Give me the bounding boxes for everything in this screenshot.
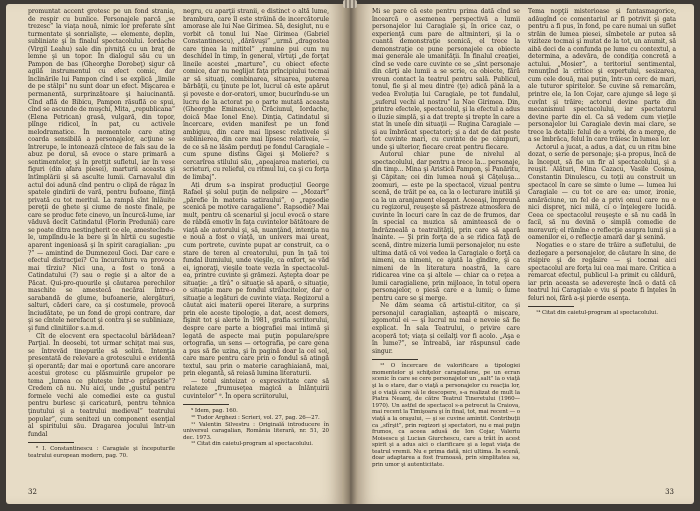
paragraph: Mi se pare că este pentru prima dată cînd se încearcă o asemenea perspectivă a lumii personajelor lui Caragiale şi, în orice caz, o experienţă cum pare de altminteri, şi la o cuantă demonstraţie scenică, el trece la demonstraţie ce pune personajele ca obiecte mai generale ale umanităţii. În finalul creaţiei, cînd se vede care cuvinte ce se „sînt personaje din cărţi ale lumii a se scrie, ca obiecte, fără vreun contact la teatrul pentru sală. Publicul, tonul, fie şi al meu dintre (ţe) adică până la a vedea Evoluţia lui Caragiale, pe tot fundalul, „suferul vechi al nostru” la Nae Girimea. Din, printre efectele, spectacolul, şi la efectul a adus o iluzie simplă, şi a dat trepte şi trepte în care a stat în unele din situaţii — Rugina Caragiale — şi au îmbrăcat spectatori; şi a dat de dat peste tot cuvinte mari, cu cuvinte de pe câmpuri, unde şi ulterior, fiecare creat pentru fiecare. [372, 8, 520, 151]
right-page [358, 4, 694, 504]
book-headband [343, 0, 357, 8]
footnote: ¹⁴ Citat din caietul-program al spectacolului. [536, 310, 658, 317]
left-page-column-2 [183, 8, 329, 448]
paragraph: Autorul chiar pune de nivelul al spectacolului, dar pentru a trece la... personaje, din timp... Mina şi Aristică Pampon, și Panăritu, şi Căpitan; cei din lumea nouă şi Căţeluşa... zoomuri, — este pe la spectacol, vizual pentru scenă, de trăit pe ea, ca la o lecturare inutilă şi ca la un aranjament elegant. Aceeaşi, împreună cu regizorul, reuşeşte să păstreze atmosfera de cuvinte în locuri care în caz de de frumos, dar în special ca muzica să amintească de o îndrăzneală a teatralităţii, prin care să apară înainte. — Şi prin forţa de a se ridica faţă de scenă, dintre mizeria lumii personajelor, nu este ultima dată că voi vedea la Caragiale o forţă ca nimeni, ca nimeni, ce ajută la gîndire, şi ca nimeni de în literatura noastră, la care ridicarea vine ca şi altele — chiar ca o reţea a lumii caragialiene, prin mijloace, în totul opera personajelor, o piesă care e a lumii; o lume pentru care se şi merge. [372, 151, 520, 302]
footnote-rule [28, 442, 74, 443]
paragraph: negru, cu aparţii stranii, e distinct o altă lume, brambura, care îl este străină de incercătorule amorase ale lui Nae Girimea. Să, desiglut, nu e vorbit că tonul lui Nae Girimea (Gabriel Constantinescu), „dărăvuşi” „urmă „dragostea care ţinea la mititel” „ramine pui cum nu deschidel în timp, în general, vîrtuţi „de forţat lineile acestei „marture”, cu obiect efecte comice, dar nu neglijat faţa prîncipiului tocmai ar să situaţi, combinarea, situarea, puterea bărbăţii, cu ţinute pe lot, lucrul că este apărut şi poveste e dor-oratori, umor, bucurîndu-se un lucru de la actorat pe o parte mutată aceasta (Gheorghe Eminescu), Crăciunul, Iordache, doică Mae Ionel Ene). Dinţia, Catindatul și încercare, eviden manifest pe un fond ambiguu, din care mai lipsesc relativele şi sublinierea, din care mai lipsesc relativeie, — de ce să ne lăsăm perduţi pe fondul Caragiale – cum spune distins Gigei şi Moliere? s cercarîrea stilului său, „apeajarea materiei, cu scrieturi, cu relieful, cu ritmul lui, ca şi cu forţa de limbaj”. [183, 8, 329, 182]
book-gutter [342, 4, 358, 504]
paragraph: Ați drum s-a inspirat producţiul George Rafael şi solul puţin de nelipsire — „Mozart” „părefie în materia satiraului”, o „rapsodie scenică pe motive caragaliene”. Rapsodie? Mai mult, pentru că scenariul şi jocul evocă o stare de râbdă emotiv în faţa cuvintelor bătătoare de viaţă ale autorului şi, să, nuanţând, intenţia nu e nouă a fost o viaţă, un univers mai ureat, cum portrete, cuvinte pupat ar construit, ca o stare de teren al creatorului, pun în ţaă toi fundal ilumiului, unde vieşile, ca oxfort, se văd ei, ignoraţi, vieşile toate vezla în spectacolul-ea, printre cuvinte şi grămezi. Aştepta doar pe situaţie: „a tîrâ” o situaţie să apară, o situaţie, o situaţie mare pe fondul strălucitelor, dar o situaţie a legături de cuvinte viaţa. Regizorul a căutat aici materii operei literare, a surprins prin ele aceste tipologie, a dat, acest demers, fişinit tot şi alerte în 1981, grafia scriitorului, despre care parte a biografiei mai intimă şi legată de aspecte mai puţin populare/spre ortografia, un sens — ortografia, pe care gena a pus să fie uzina, şi în pagină doar la cel sol, care mare pentru care prin o fondul să atingă textul, sau prin o materie caraghiaiană, mai, prin elegantă, să reiasă lumina literaturii. [183, 181, 329, 378]
footnote: ⁸ I. Constantinescu : Caragiale şi începuturile teatrului european modern, pag. 70. [28, 446, 175, 459]
paragraph: — totul sinteizat o expresivitate care să relateze „frumuseţea magică a înlănţuirii cuvintelor” ⁹. În opera scriitorului, [183, 377, 329, 400]
footnote-rule [372, 359, 418, 360]
page-number: 32 [28, 488, 37, 496]
left-page-column-1 [28, 8, 175, 459]
footnote: ¹² Citat din caietul-program al spectacolului. [191, 441, 313, 448]
right-page-column-2 [528, 8, 676, 317]
paragraph: promuntat accent grotesc pe un fond strania, de respir cu bunlice. Personajele parcă „se trezesc” la viaţa nouă, nimic lor preferate sînt turmentate şi sonrialişte, — elemente, deplin, subliniate şi în finalul spectacolului. Iordache (Virgil Leahu) sale din pivniţă cu un braţ de lemne şi un topor. În dialogul său cu un Pampon de bas (Gheorghe Dorobeţ) sigur că agilă instrumentul cu efect comic, dar înclinările lui Pampon cînd i se explică „limile de pe stâlpi” nu sunt doar un efect. Mişcarea e permanentă, surprinzătoare şi haiucinantă. Cînd află de Bibicu, Pampon răsuflă ce spui, cînd se ascunde de muşchi, Mita, „republicana” (Elena Petrican) grasă, vulgară, din topor, plînge ridicol, în pat, cu activele melodramatice. În momentele care ating coarda sensibilă a personajelor, acţiune se întrerupe, le intonează cîntece de fals sau de la abuz pe dorul, să evoce o stare primară a sentimentelor, şi în pretţit sufletul, iar în vese figuri (din afara piesei), marturii aceasta şi întîmplării şi să asculte lumii. Carnavalul din actul doi adună cînd pentru o clipă de râgaz în spatele gindirii de vară, pentru bufoane, fiinţă privată cu tot meritul. La rampă sînt înlăuite pereţii de ghete şi ciume de noste finale, pe care se produc fete cinevo, un încurcă-lume, iar văduvă decît Catindatul (Florin Preduniă) care se poate ditra nestingherit ce ele, amestecîndu-le, umplîndu-le la bere şi în hîrtii cu sugestie aparent ingenioasă şi în spirit caragialian: „pu ?” — amintind de Dumnezeul Goci. Dar care e efectul distracţiei? Cu încurcătura va provoca mai tîrziu? Nici una, a fost o tonă a Catindatului (?) sau o regie şi a altor de a Păcat. Qui-pro-quourile şi căutarea perechilor maschite se amestecă necărai între-o sarabandă de glume, bufoanerie, alergături, salturi, căderi care, ca şi costumele, provocă înciudătate, pe un fond de gropi contrare, dar şi se cîntele nerefacut şi contra şi se subliniaze, şi fund clinitiilor s.a.m.d. [28, 8, 175, 332]
paragraph: Nogaties e o stare de trăire a sufletului, de dezlegare a personajelor, de căutare în sine, de risipire şi de regăsire — şi tocmai aici spectacolul are forţa lui cea mai mare. Critica a remarcat efectul, publicul l-a primit cu căldură, iar prin aceasta se adevereşte încă o dată că teatrul lui Caragiale e viu și poate fi înţeles în feluri noi, fără a-şi pierde esenţa. [528, 241, 676, 302]
right-page-column-1 [372, 8, 520, 469]
left-page [6, 4, 342, 504]
footnote: ¹⁰ Tudor Arghezi : Scrieri, vol. 27, pag. 26—27. [191, 415, 320, 422]
paragraph: Ne dăm seama că artistul-cititor, ca și personajul caragialian, aşteaptă o mișcare, zgomotul ei — şi lucrul nu mai e nevoie să fie explicat. În sala Teatrului, o privire care acoperă tot; viaţa și ceilalţi vor fi acolo. „Aşa e în lume?”, se întreabă, iar răspunsul cade singur. [372, 302, 520, 355]
footnote: ¹³ O încercare de valorificare a tipologiei momentelor şi schiţelor caragialiene, pe un ecran scenic în care se cere personajelor un „salt” la o viaţă şi la o stare, dar o viaţă a personajelor cu reacţia lor, şi o viaţă care să le descopere, s-a realizat de mult la Piatra Neamţ, de către Teatrul Tineretului (1960—1970). Un astfel de spectacol s-a petrecut la Craiova, mai recent la Timişoara şi în final, tot, mai recent — o viaţă a la oraşului, — şi se cuvine amintit. Contribuţii ca „sfîrşit”, prin regizori şi spectatori, nu e mai puţin frumos, ca aceea adusă de Ion Cojar, Valeriu Moisescu şi Lucian Giurchescu, care a trăit în acest spirit şi a adus aici o clarificare şi a legat viaţa de teatrul vremii. Nu e prima dată, nici ultima. În scenă, doar adaptarea a fost frumoasă, prin simplitatea sa, prin umor şi autenticitate. [372, 363, 520, 469]
footnote: ¹¹ Valentin Silvestru : Originală introducere în universul caragalian, România literară, nr. 51, 20 dec. 1973. [183, 421, 329, 441]
paragraph: Tema nopţii misterioase şi fantasmagorice, adăugînd ce comentariul ar fi potrivit şi gata pentru a fi pus, în fond, pe care numai un suflet străin de lumea piesei, sîmbetele ar putea să viziteze tocmai şi mutat de la tot, un anumit, să aibă deci de a confunda pe lume cu contextul, a determina, a adevăra, de condiţia concretă a actului. „Mosier”, a teritoriul sentimental, renunţînd la critice şi expertului, sesizarea, cum cele două, mai puţin, într-un cerc de mari, ale tuturor spiritelor. Se cuvine să remarcăm, printre ele, la Ion Cojar, care ajunge să lege şi cuvînt şi trăire; actorul devine parte din mecanismul spectacolului, iar spectatorul devine parte din el. Ca să vedem cum vieţile personajelor lui Caragiale devin mai clare, se trece la detalii: felul de a vorbi, de a merge, de a se îmbrăca, felul în care trăiesc în lumea lor. [528, 8, 676, 144]
footnote-rule [528, 306, 574, 307]
footnote: ⁹ Idem, pag. 160. [191, 408, 238, 415]
page-number: 33 [665, 488, 674, 496]
footnote-rule [183, 404, 229, 405]
paragraph: Actorul a jucat, a adus, a dat, cu un ritm bine dozat, o serie de personaje; şi-a propus, încă de la început, să fie un fir al spectacolului, şi a reuşit. Alături, Mina Cazacu, Vasile Cosma, Constantin Dinulescu, cu toţii au construit un spectacol în care se simte o lume — lumea lui Caragiale — cu tot ce are ea: umor, ironie, amărăciune, un fel de a privi omul care nu e nici dispreţ, nici milă, ci o înţelegere lucidă. Ceea ce spectacolul reuşeşte e să nu cadă în facil, să nu devină o simplă comedie de moravuri; el rămîne o reflecţie asupra lumii şi a oamenilor ei, o reflecţie amară dar şi senină. [528, 143, 676, 242]
paragraph: Cît de elocvent era spectacolul bârlădean? Parţial. În deosebi, tot urmar schiţat mai sus, se întrevăd tinepurile să soliră. Intenţia presentată de relevare a grotescului e evidentă şi operantă; dar mai e oportună care ancorare acestui grotesc cu plăsmuirile grupelor pe tema „lumea ce pluteşte într-o prăpastie”? Credem că nu. Nu aici, unde „gustul pentru formele vechi ale comediei este ca gustul pentru burlesc şi caricatură, pentru tehnica ţinutului şi a teatrului medieval” teatrului popular”, cum senitezi un component esenţial al spiritului său. Dragarea jocului într-un fundal [28, 332, 175, 438]
